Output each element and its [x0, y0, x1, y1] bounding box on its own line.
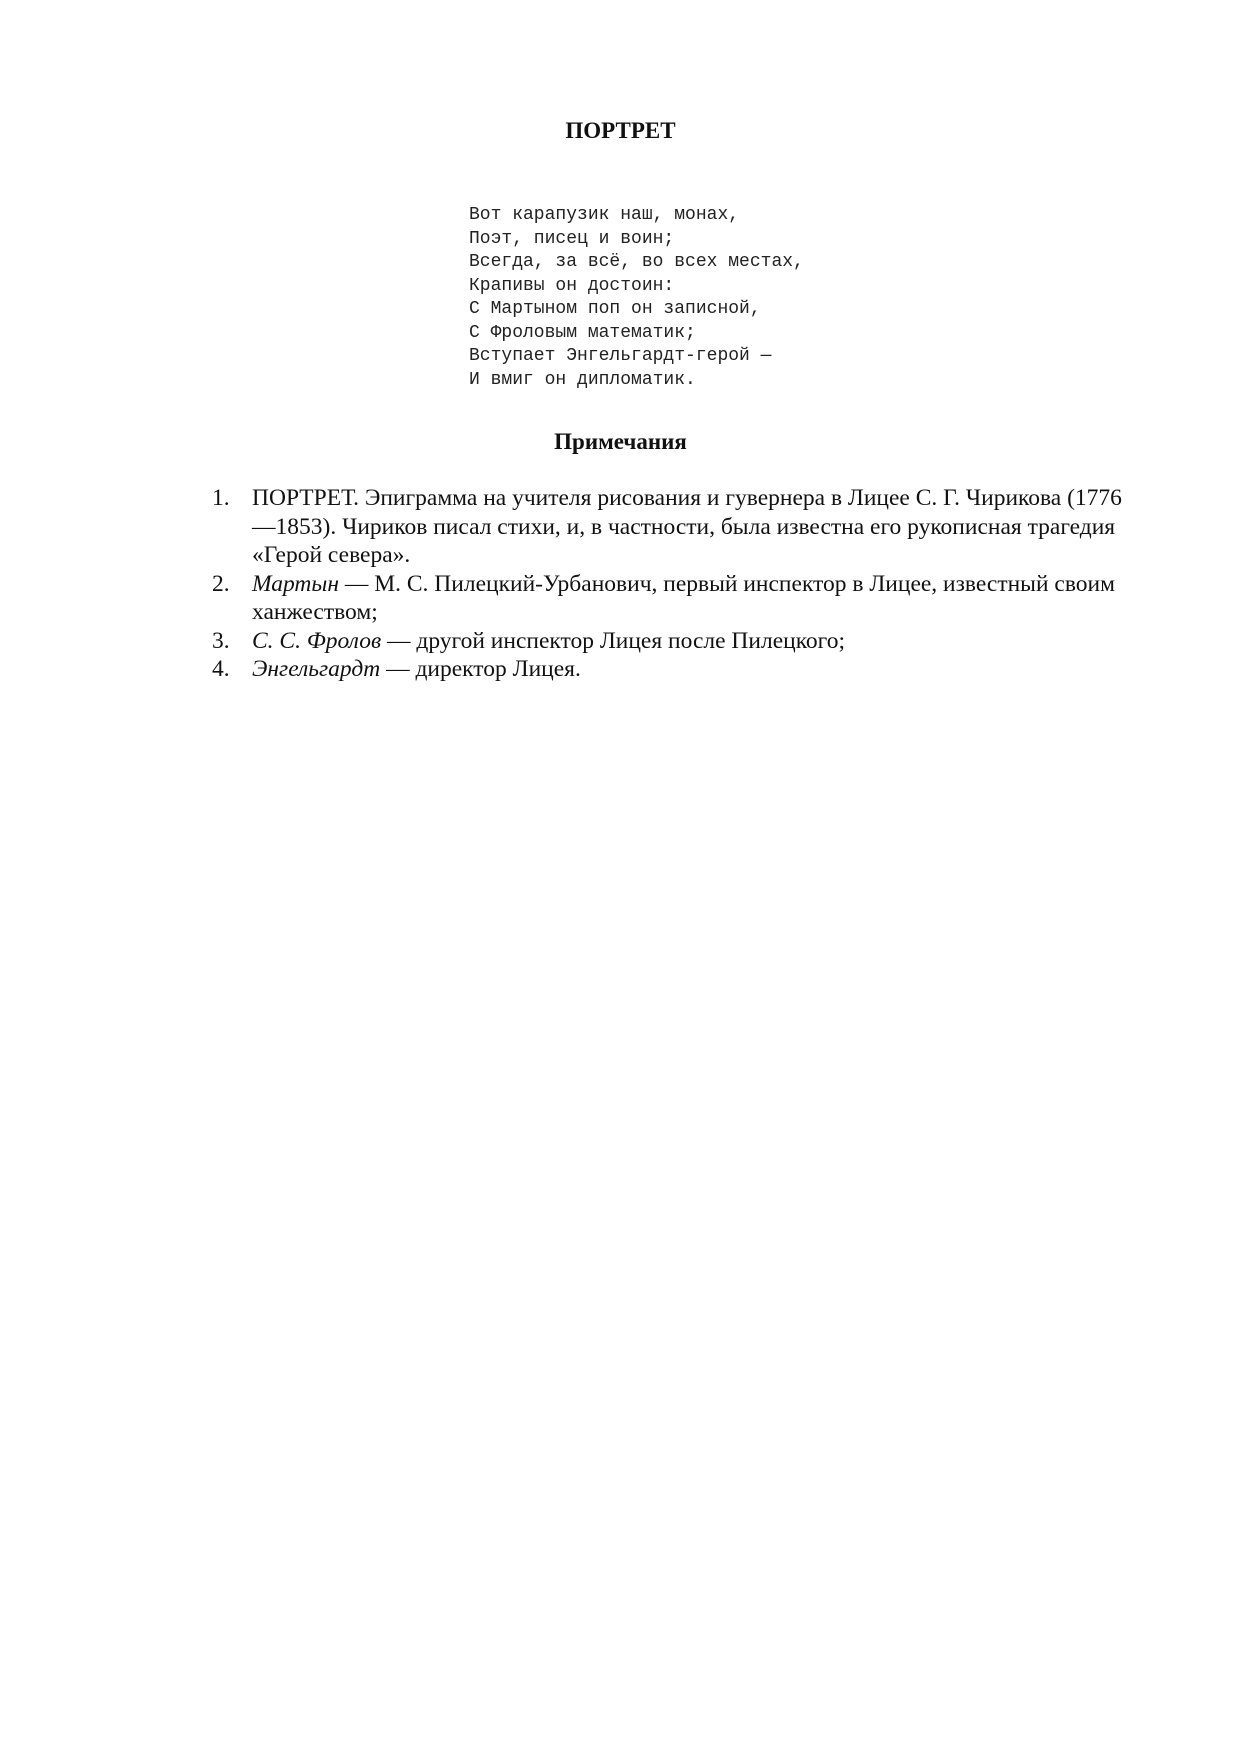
note-term: Энгельгардт	[252, 656, 381, 682]
poem-line: С Фроловым математик;	[469, 322, 696, 343]
poem-line: Поэт, писец и воин;	[469, 228, 675, 249]
note-text: — другой инспектор Лицея после Пилецкого;	[381, 627, 846, 654]
note-text: — директор Лицея.	[380, 656, 581, 682]
note-text: — М. С. Пилецкий-Урбанович, первый инспектор в Лицее, известный своим ханжеством;	[252, 570, 1115, 625]
poem-line: Всегда, за всё, во всех местах,	[469, 252, 804, 272]
poem-line: Крапивы он достоин:	[469, 275, 675, 296]
notes-heading: Примечания	[554, 429, 687, 454]
note-number: 2.	[212, 570, 230, 597]
note-item	[212, 484, 1142, 570]
note-item	[212, 655, 1142, 684]
note-number: 4.	[212, 656, 230, 682]
poem-line: С Мартыном поп он записной,	[469, 299, 761, 319]
poem	[469, 204, 804, 392]
note-term: С. С. Фролов	[252, 627, 382, 654]
poem-line: И вмиг он дипломатик.	[469, 369, 696, 390]
note-number: 1.	[212, 485, 230, 511]
note-number: 3.	[212, 627, 230, 654]
poem-line: Вступает Энгельгардт-герой —	[469, 346, 772, 366]
note-text: ПОРТРЕТ. Эпиграмма на учителя рисования и гувернера в Лицее С. Г. Чирикова (1776—1853). Чириков писал стихи, и, в частности, была известна его рукописная трагедия «Герой севера».	[252, 485, 1122, 568]
note-term: Мартын	[252, 570, 339, 597]
poem-line: Вот карапузик наш, монах,	[469, 205, 740, 225]
note-item	[212, 627, 1142, 656]
note-item	[212, 570, 1142, 627]
page-title: ПОРТРЕТ	[565, 118, 676, 143]
notes-list	[212, 484, 1142, 684]
